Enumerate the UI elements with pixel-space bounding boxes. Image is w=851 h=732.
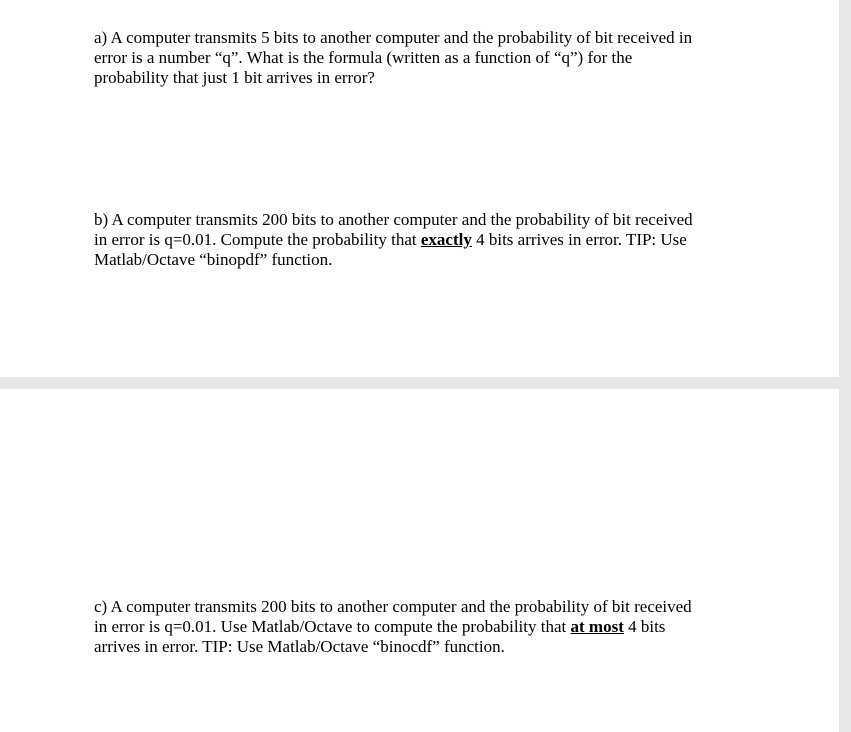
question-c-text-end: 4 bits arrives in error. TIP: Use Matlab/Octave “binocdf” function.	[94, 617, 666, 656]
question-c-emphasis: at most	[570, 617, 624, 636]
question-b-text-end: 4 bits arrives in error. TIP: Use Matlab/Octave “binopdf” function.	[94, 230, 687, 269]
question-b	[94, 210, 734, 270]
question-c-text-start: c) A computer transmits 200 bits to another computer and the probability of bit received in error is q=0.01. Use Matlab/Octave to compute the probability that	[94, 597, 692, 636]
question-b-text-start: b) A computer transmits 200 bits to another computer and the probability of bit received in error is q=0.01. Compute the probability that	[94, 210, 693, 249]
question-c	[94, 597, 734, 657]
question-a-text: a) A computer transmits 5 bits to another computer and the probability of bit received in error is a number “q”. What is the formula (written as a function of “q”) for the probability that just 1 bit arrives in error?	[94, 28, 693, 87]
document-page-2	[0, 389, 839, 732]
question-a	[94, 28, 734, 88]
question-b-emphasis: exactly	[420, 230, 472, 249]
